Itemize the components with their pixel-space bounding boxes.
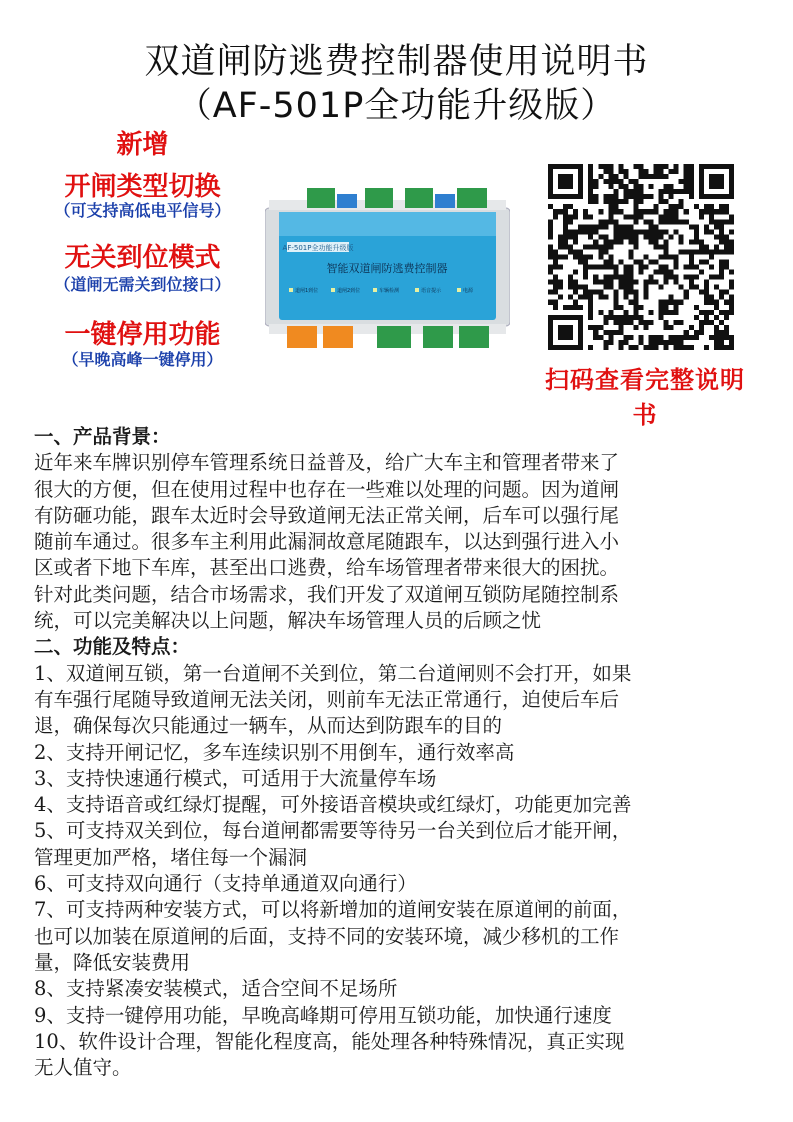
body-line: 4、支持语音或红绿灯提醒，可外接语音模块或红绿灯，功能更加完善 [34, 793, 632, 817]
device-indicator-label: 道闸2到位 [337, 288, 361, 294]
document-title: 双道闸防逃费控制器使用说明书 [144, 42, 649, 82]
device-name: 智能双道闸防逃费控制器 [326, 262, 448, 275]
device-model-tag: AF-501P全功能升级版 [282, 244, 354, 252]
body-line: 3、支持快速通行模式，可适用于大流量停车场 [34, 766, 437, 790]
body-line: 5、可支持双关到位，每台道闸都需要等待另一台关到位后才能开闸， [34, 819, 632, 843]
body-line: 9、支持一键停用功能，早晚高峰期可停用互锁功能，加快通行速度 [34, 1003, 612, 1027]
document-body [34, 424, 764, 1081]
new-features-label: 新增 [116, 130, 169, 160]
feature-gate-type-switch: 开闸类型切换 [64, 172, 221, 202]
body-line: 量，降低安装费用 [34, 950, 191, 974]
body-line: 有车强行尾随导致道闸无法关闭，则前车无法正常通行，迫使后车后 [34, 687, 620, 711]
body-line: 也可以加装在原道闸的后面，支持不同的安装环境，减少移机的工作 [34, 924, 620, 948]
device-indicator-label: 电源 [463, 288, 474, 294]
device-indicator-label: 道闸1到位 [295, 288, 319, 294]
body-line: 10、软件设计合理，智能化程度高，能处理各种特殊情况，真正实现 [34, 1029, 625, 1053]
body-line: 退，确保每次只能通过一辆车，从而达到防跟车的目的 [34, 714, 503, 738]
document-subtitle: （AF-501P全功能升级版） [176, 86, 617, 126]
device-indicator-label: 车辆检测 [379, 288, 400, 294]
body-line: 1、双道闸互锁，第一台道闸不关到位，第二台道闸则不会打开，如果 [34, 661, 632, 685]
body-line: 无人值守。 [34, 1056, 132, 1080]
feature-no-close-mode: 无关到位模式 [64, 243, 221, 273]
body-line: 管理更加严格，堵住每一个漏洞 [34, 845, 308, 869]
body-line: 近年来车牌识别停车管理系统日益普及，给广大车主和管理者带来了 [34, 451, 620, 475]
body-line: 随前车通过。很多车主利用此漏洞故意尾随跟车，以达到强行进入小 [34, 530, 620, 554]
body-line: 2、支持开闸记忆，多车连续识别不用倒车，通行效率高 [34, 740, 515, 764]
device-indicator-label: 语音提示 [421, 288, 442, 294]
qr-caption: 扫码查看完整说明书 [545, 366, 745, 429]
body-line: 区或者下地下车库，甚至出口逃费，给车场管理者带来很大的困扰。 [34, 556, 620, 580]
body-line: 6、可支持双向通行（支持单通道双向通行） [34, 872, 417, 896]
body-line: 统，可以完美解决以上问题，解决车场管理人员的后顾之忧 [34, 609, 542, 633]
body-line: 针对此类问题，结合市场需求，我们开发了双道闸互锁防尾随控制系 [34, 582, 620, 606]
feature-no-close-note: （道闸无需关到位接口） [54, 275, 231, 294]
body-line: 有防砸功能，跟车太近时会导致道闸无法正常关闸，后车可以强行尾 [34, 503, 620, 527]
feature-gate-type-note: （可支持高低电平信号） [54, 201, 231, 220]
body-line: 一、产品背景： [34, 425, 171, 448]
body-line: 二、功能及特点： [34, 635, 191, 659]
feature-one-key-disable: 一键停用功能 [64, 320, 221, 350]
feature-one-key-note: （早晚高峰一键停用） [62, 350, 223, 369]
controller-device-photo [265, 180, 510, 355]
body-line: 7、可支持两种安装方式，可以将新增加的道闸安装在原道闸的前面， [34, 898, 632, 922]
qr-code-icon[interactable] [548, 164, 734, 350]
body-line: 很大的方便，但在使用过程中也存在一些难以处理的问题。因为道闸 [34, 477, 620, 501]
body-line: 8、支持紧凑安装模式，适合空间不足场所 [34, 977, 398, 1001]
